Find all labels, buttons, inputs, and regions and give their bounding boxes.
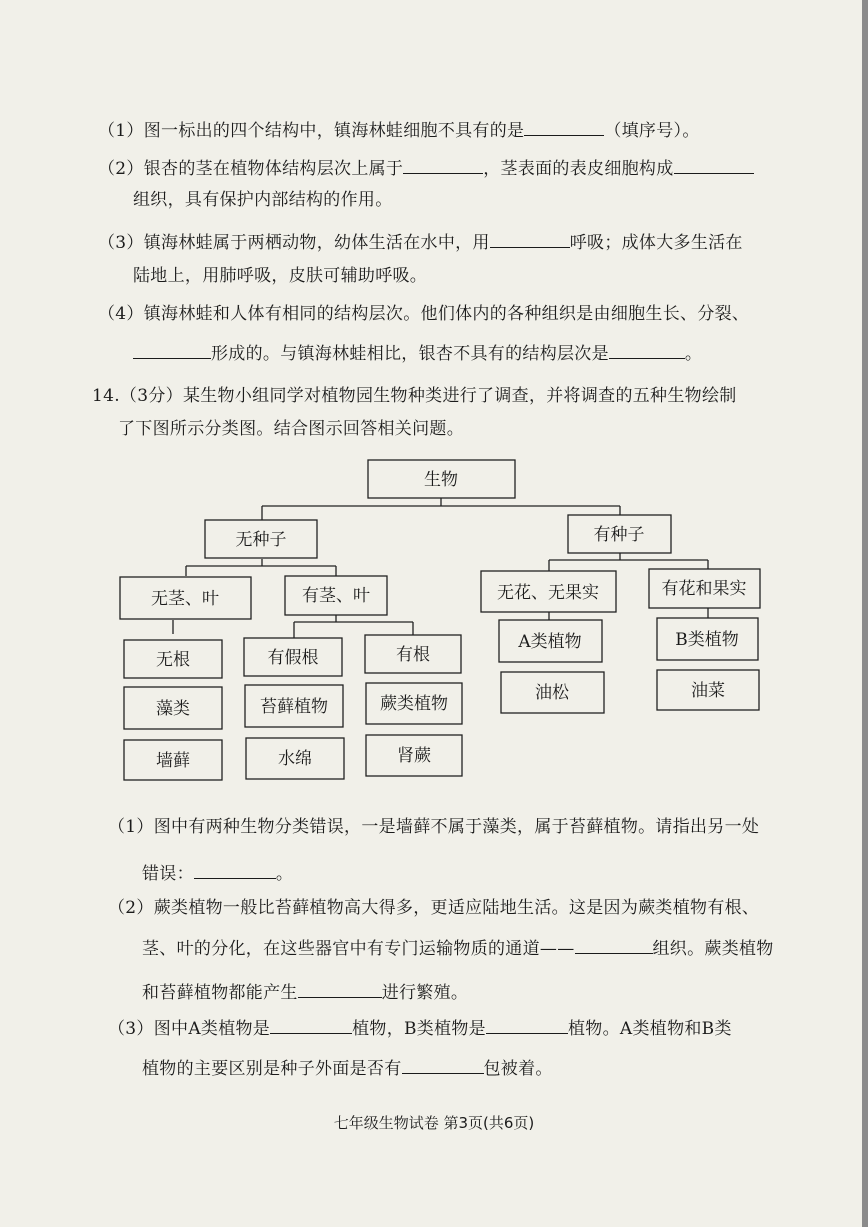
q13-part2-mid: ，茎表面的表皮细胞构成 bbox=[483, 159, 674, 179]
page-footer: 七年级生物试卷 第3页(共6页) bbox=[333, 1114, 535, 1132]
answer-blank[interactable] bbox=[575, 935, 653, 954]
q14-part3-tail2: 包被着。 bbox=[483, 1059, 553, 1079]
q14-part3-tail: 植物。A类植物和B类 bbox=[568, 1019, 732, 1039]
node-no-seed: 无种子 bbox=[235, 530, 287, 550]
answer-blank[interactable] bbox=[270, 1015, 352, 1034]
node-no-flower-fruit: 无花、无果实 bbox=[497, 583, 599, 603]
q14-part2-text: 茎、叶的分化，在这些器官中有专门运输物质的通道—— bbox=[142, 939, 575, 959]
node-fern: 蕨类植物 bbox=[380, 694, 448, 714]
answer-blank[interactable] bbox=[486, 1015, 568, 1034]
q13-part4-text: 形成的。与镇海林蛙相比，银杏不具有的结构层次是 bbox=[211, 344, 609, 364]
q14-part3-text2: 植物的主要区别是种子外面是否有 bbox=[142, 1059, 402, 1079]
q13-part2-cont: 组织，具有保护内部结构的作用。 bbox=[133, 190, 393, 210]
q13-part1-text: （1）图一标出的四个结构中，镇海林蛙细胞不具有的是 bbox=[98, 121, 525, 141]
q14-part1-label: 错误： bbox=[142, 864, 194, 884]
q14-part2-cont2 bbox=[142, 979, 468, 1004]
answer-blank[interactable] bbox=[402, 1055, 484, 1074]
node-kidney-fern: 肾蕨 bbox=[397, 746, 431, 766]
node-root: 生物 bbox=[424, 470, 458, 490]
node-has-stem-leaf: 有茎、叶 bbox=[302, 586, 370, 606]
connector-root bbox=[262, 498, 620, 520]
q14-part1-cont bbox=[142, 860, 293, 885]
node-no-root: 无根 bbox=[156, 650, 190, 670]
q14-part2-mid: 组织。蕨类植物 bbox=[652, 939, 774, 959]
node-no-stem-leaf: 无茎、叶 bbox=[151, 589, 219, 609]
q13-part3-cont: 陆地上，用肺呼吸，皮肤可辅助呼吸。 bbox=[133, 266, 428, 286]
q14-part1: （1）图中有两种生物分类错误，一是墙藓不属于藻类，属于苔藓植物。请指出另一处 bbox=[108, 817, 760, 837]
node-false-root: 有假根 bbox=[267, 648, 319, 668]
q13-part3-text: （3）镇海林蛙属于两栖动物，幼体生活在水中，用 bbox=[98, 233, 490, 253]
q14-part3-cont bbox=[142, 1055, 553, 1080]
q14-part2-text2: 和苔藓植物都能产生 bbox=[142, 983, 298, 1003]
q14-part3-mid: 植物，B类植物是 bbox=[352, 1019, 486, 1039]
q14-part2: （2）蕨类植物一般比苔藓植物高大得多，更适应陆地生活。这是因为蕨类植物有根、 bbox=[108, 898, 760, 918]
q13-part2-text: （2）银杏的茎在植物体结构层次上属于 bbox=[98, 159, 404, 179]
q14-part2-tail: 进行繁殖。 bbox=[381, 983, 469, 1003]
node-moss: 苔藓植物 bbox=[260, 697, 328, 717]
node-has-seed: 有种子 bbox=[593, 525, 645, 545]
node-algae: 藻类 bbox=[156, 699, 190, 719]
node-wall-moss: 墙藓 bbox=[156, 751, 190, 771]
answer-blank[interactable] bbox=[298, 979, 382, 998]
node-class-b: B类植物 bbox=[675, 630, 739, 650]
q13-part4-tail: 。 bbox=[684, 344, 703, 364]
node-has-root: 有根 bbox=[396, 645, 430, 665]
q14-part3 bbox=[108, 1015, 732, 1040]
node-has-flower-fruit: 有花和果实 bbox=[661, 579, 747, 599]
node-class-a: A类植物 bbox=[518, 632, 582, 652]
q14-part2-cont bbox=[142, 935, 774, 960]
q14-intro: 14.（3分）某生物小组同学对植物园生物种类进行了调查，并将调查的五种生物绘制 bbox=[92, 386, 737, 406]
connector-has-seed bbox=[549, 553, 708, 571]
q14-part3-text: （3）图中A类植物是 bbox=[108, 1019, 271, 1039]
q13-part1-tail: （填序号）。 bbox=[604, 121, 700, 141]
node-pine: 油松 bbox=[535, 683, 569, 703]
q14-intro-cont: 了下图所示分类图。结合图示回答相关问题。 bbox=[118, 419, 464, 439]
node-spirogyra: 水绵 bbox=[278, 749, 312, 769]
connector-no-seed bbox=[186, 559, 336, 576]
q14-part1-tail: 。 bbox=[275, 864, 294, 884]
q13-part4: （4）镇海林蛙和人体有相同的结构层次。他们体内的各种组织是由细胞生长、分裂、 bbox=[98, 304, 750, 324]
node-canola: 油菜 bbox=[691, 681, 725, 701]
q13-part3-tail: 呼吸；成体大多生活在 bbox=[569, 233, 743, 253]
answer-blank[interactable] bbox=[194, 860, 276, 879]
